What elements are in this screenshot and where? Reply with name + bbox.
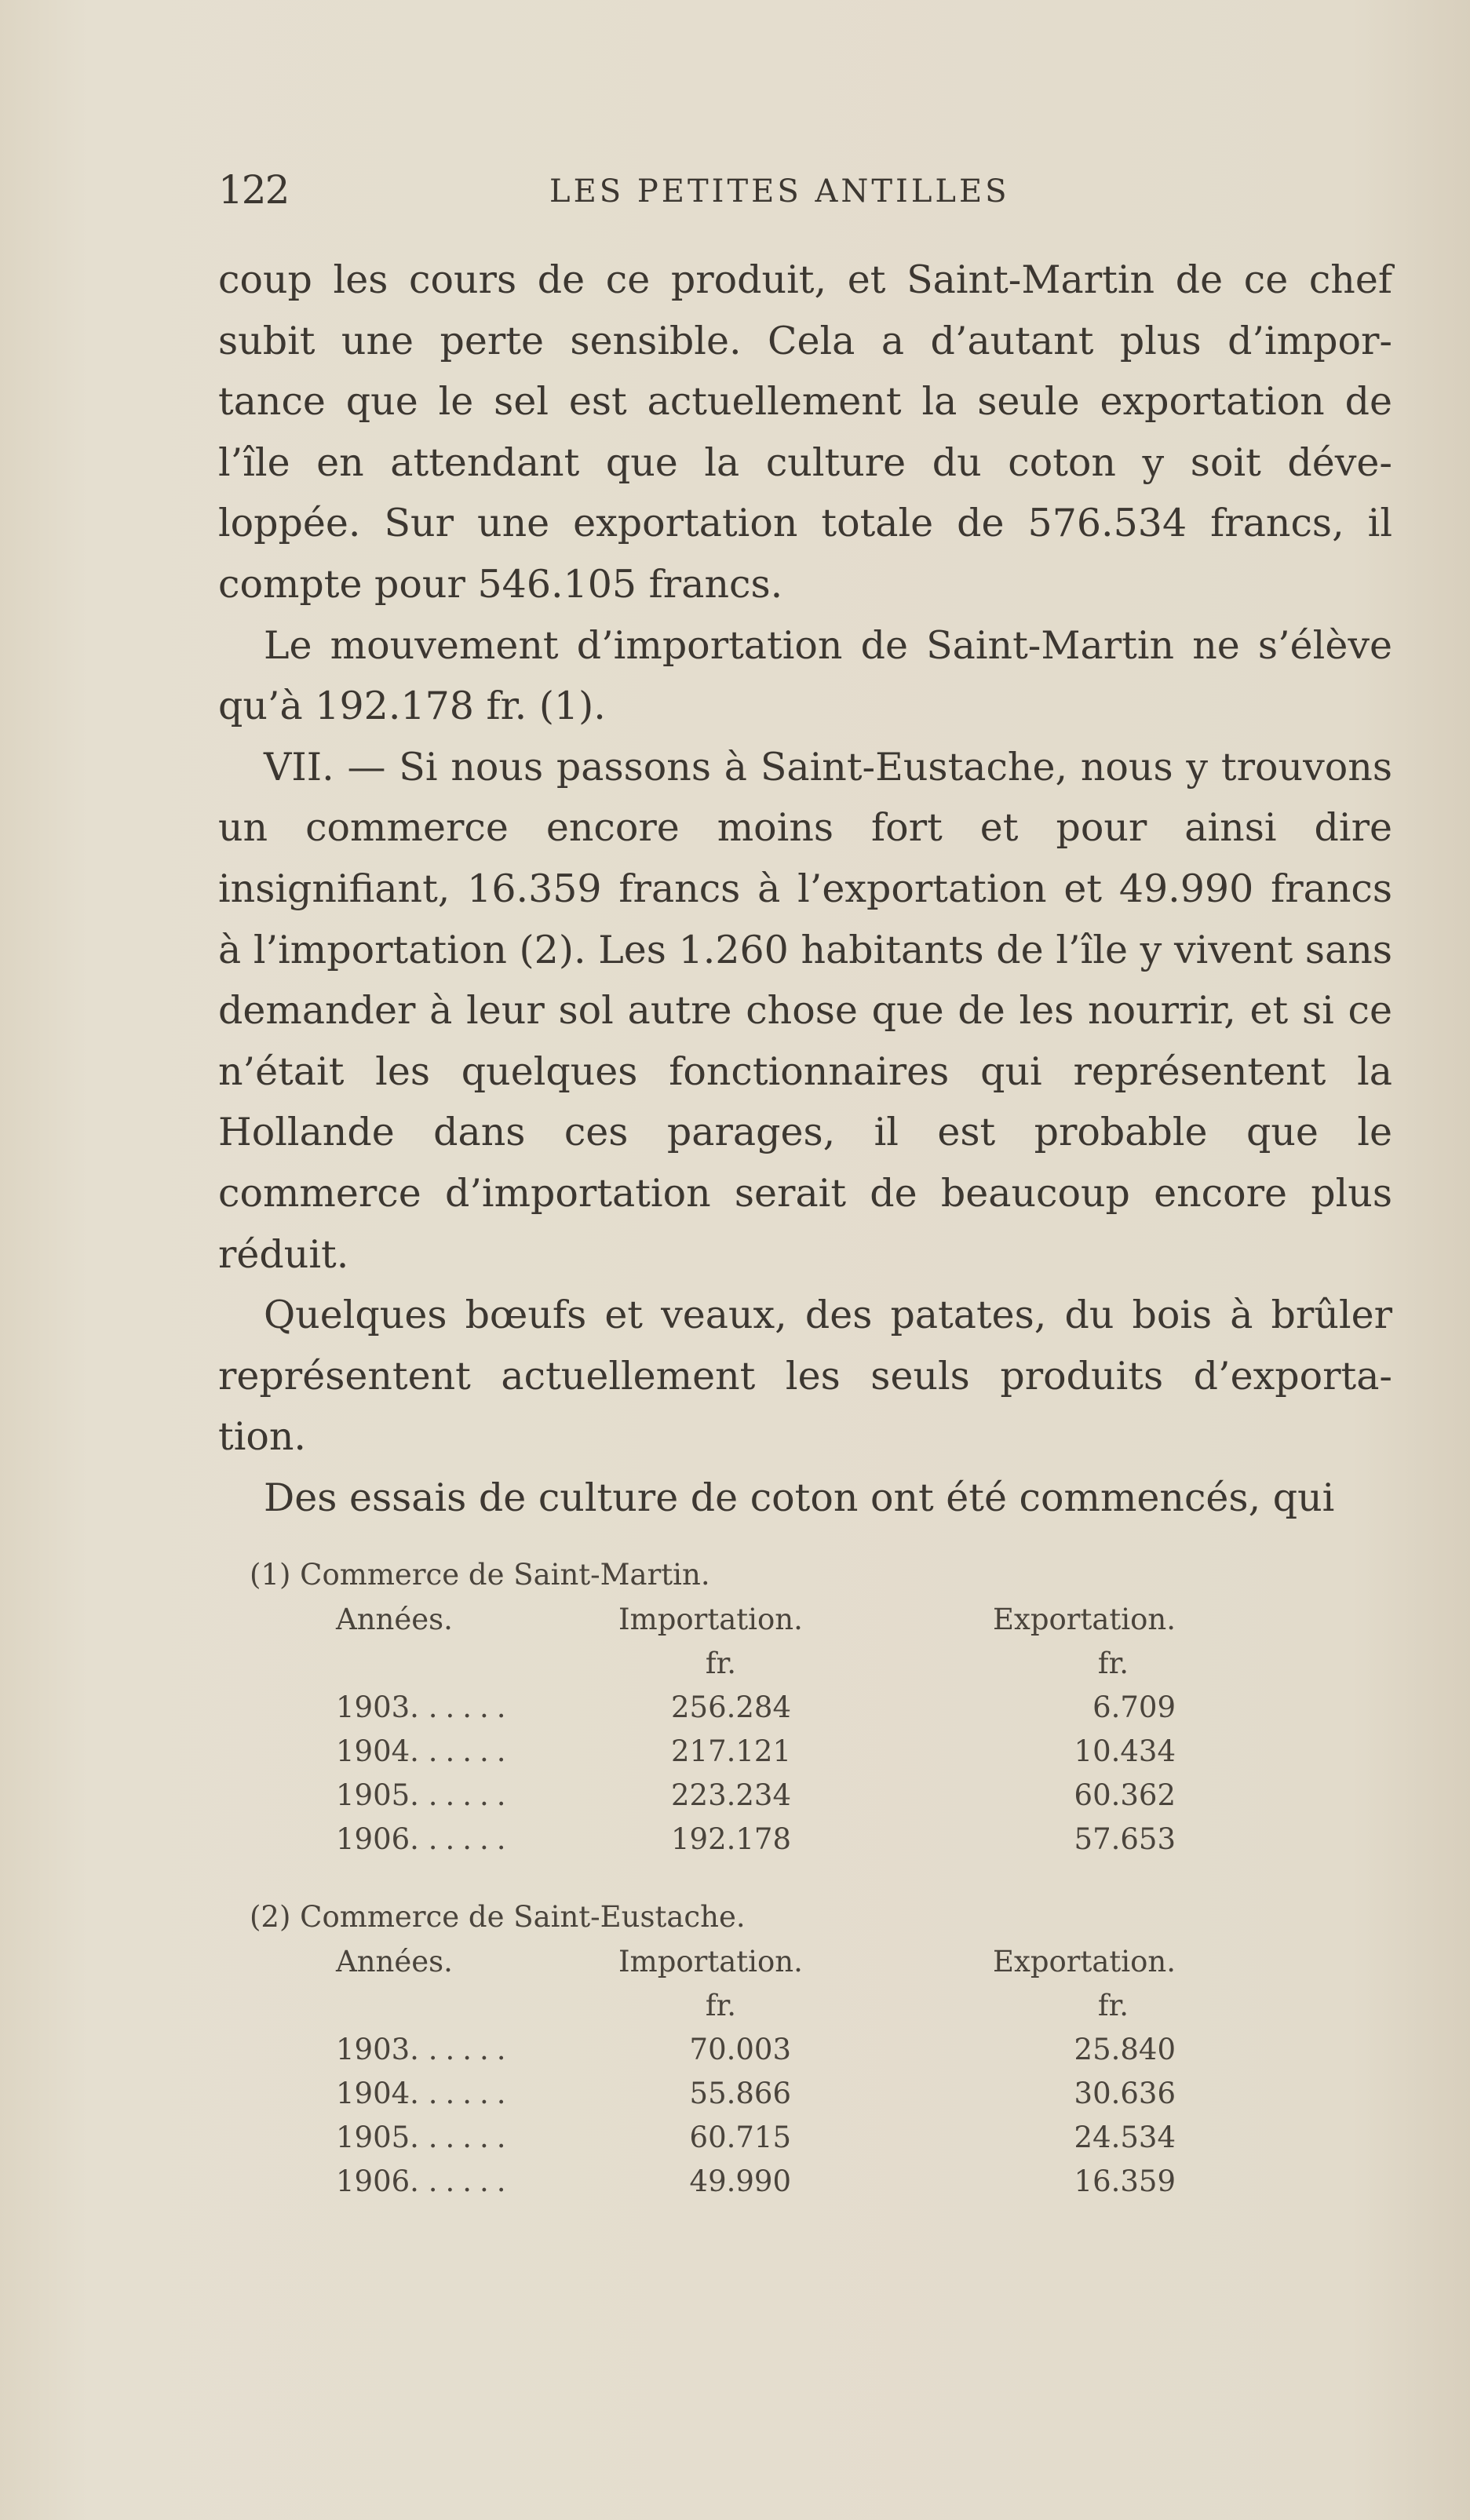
paragraph-5: Des essais de culture de coton ont été commencés, qui <box>264 1475 1335 1520</box>
table-header-row <box>336 1940 1199 1984</box>
import-value: 192.178 <box>670 1822 791 1856</box>
table-row <box>336 1774 1199 1818</box>
table-row <box>336 2028 1199 2072</box>
footnote-saint-eustache <box>250 1895 1348 2204</box>
export-value: 16.359 <box>1074 2164 1176 2198</box>
table-row <box>336 1730 1199 1774</box>
table-header-row <box>336 1598 1199 1642</box>
table-row <box>336 2160 1199 2204</box>
unit-export: fr. <box>1097 1647 1129 1680</box>
leader-dots: ..... <box>428 1734 514 1768</box>
paragraph-4: Quelques bœufs et veaux, des patates, du bois à brûler représentent actuellement les seuls produits d’exporta- tion. <box>218 1293 1392 1460</box>
year: 1905. <box>336 2121 419 2154</box>
trade-table-saint-martin <box>336 1598 1199 1862</box>
year: 1903. <box>336 1690 419 1724</box>
header-years: Années. <box>336 1945 453 1978</box>
import-value: 217.121 <box>670 1734 791 1768</box>
leader-dots: ..... <box>428 1822 514 1856</box>
unit-export: fr. <box>1097 1989 1129 2022</box>
import-value: 49.990 <box>689 2164 791 2198</box>
footnote-saint-martin <box>250 1552 1348 1862</box>
header-import: Importation. <box>618 1603 803 1636</box>
export-value: 24.534 <box>1074 2121 1176 2154</box>
year: 1904. <box>336 1734 419 1768</box>
table-unit-row <box>336 1984 1199 2028</box>
export-value: 25.840 <box>1074 2033 1176 2066</box>
import-value: 70.003 <box>689 2033 791 2066</box>
unit-import: fr. <box>705 1989 736 2022</box>
leader-dots: ..... <box>428 2121 514 2154</box>
import-value: 223.234 <box>670 1778 791 1812</box>
footnotes <box>250 1552 1348 2237</box>
header-years: Années. <box>336 1603 453 1636</box>
leader-dots: ..... <box>428 2164 514 2198</box>
import-value: 256.284 <box>670 1690 791 1724</box>
leader-dots: ..... <box>428 1778 514 1812</box>
export-value: 30.636 <box>1074 2077 1176 2110</box>
header-export: Exportation. <box>992 1603 1176 1636</box>
year: 1904. <box>336 2077 419 2110</box>
unit-import: fr. <box>705 1647 736 1680</box>
body-text <box>218 250 1392 1528</box>
table-row <box>336 2116 1199 2160</box>
table-row <box>336 2072 1199 2116</box>
header-export: Exportation. <box>992 1945 1176 1978</box>
import-value: 60.715 <box>689 2121 791 2154</box>
export-value: 57.653 <box>1074 1822 1176 1856</box>
export-value: 10.434 <box>1074 1734 1176 1768</box>
paragraph-3-saint-eustache: VII. — Si nous passons à Saint-Eustache, nous y trouvons un commerce encore moins fort et pour ainsi dire insignifiant, 16.359 francs à l’exportation et 49.990 francs à l’importation (2). Les 1.260 habitants de l’île y vivent sans demander à leur sol autre chose que de les nourrir, et si ce n’était les quelques fonctionnaires qui représentent la Hollande dans ces parages, il est probable que le commerce d’importation serait de beaucoup encore plus réduit. <box>218 744 1392 1277</box>
year: 1906. <box>336 1822 419 1856</box>
running-title: LES PETITES ANTILLES <box>549 173 1010 210</box>
leader-dots: ..... <box>428 2077 514 2110</box>
page-number: 122 <box>218 167 289 213</box>
year: 1905. <box>336 1778 419 1812</box>
export-value: 60.362 <box>1074 1778 1176 1812</box>
leader-dots: ..... <box>428 2033 514 2066</box>
footnote-title: (1) Commerce de Saint-Martin. <box>250 1558 710 1592</box>
paragraph-2: Le mouvement d’importation de Saint-Martin ne s’élève qu’à 192.178 fr. (1). <box>218 622 1392 729</box>
table-unit-row <box>336 1642 1199 1686</box>
leader-dots: ..... <box>428 1690 514 1724</box>
import-value: 55.866 <box>689 2077 791 2110</box>
paragraph-1: coup les cours de ce produit, et Saint-Martin de ce chef subit une perte sensible. Cela a d’autant plus d’impor- tance que le sel est actuellement la seule exportation de l’île en attendant que la culture du coton y soit déve- loppée. Sur une exportation totale de 576.534 francs, il compte pour 546.105 francs. <box>218 257 1392 607</box>
running-head <box>218 167 1395 214</box>
year: 1903. <box>336 2033 419 2066</box>
header-import: Importation. <box>618 1945 803 1978</box>
year: 1906. <box>336 2164 419 2198</box>
export-value: 6.709 <box>1092 1690 1176 1724</box>
trade-table-saint-eustache <box>336 1940 1199 2204</box>
table-row <box>336 1818 1199 1862</box>
table-row <box>336 1686 1199 1730</box>
footnote-title: (2) Commerce de Saint-Eustache. <box>250 1900 746 1934</box>
